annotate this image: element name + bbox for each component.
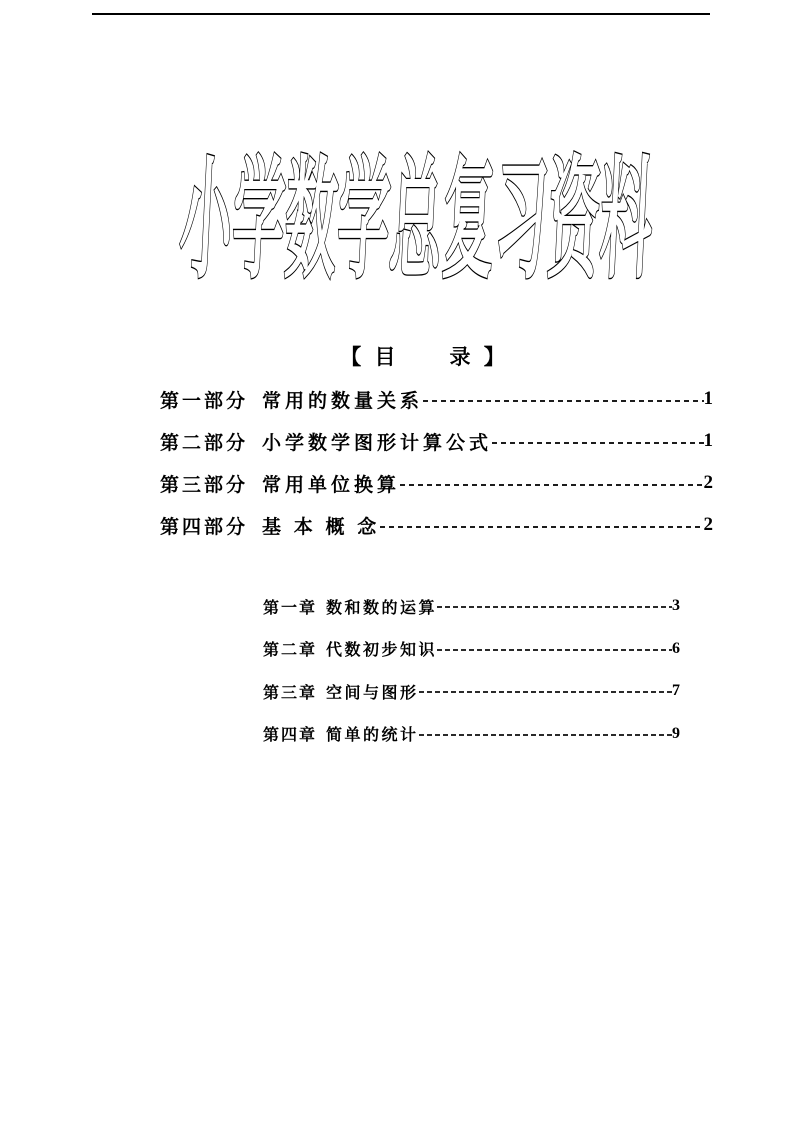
dash-leader	[437, 606, 672, 608]
page-number: 1	[703, 388, 713, 409]
title-block	[0, 146, 793, 298]
chapter-title: 空间与图形	[326, 684, 419, 702]
toc-part-row	[160, 420, 713, 462]
part-label: 第一部分	[160, 390, 249, 412]
dash-leader	[492, 442, 703, 444]
page-number: 3	[672, 597, 680, 615]
part-title: 常用的数量关系	[262, 390, 424, 412]
dash-leader	[419, 734, 672, 736]
part-label: 第二部分	[160, 432, 249, 454]
toc-chapter-row	[263, 585, 680, 628]
chapter-label: 第一章	[263, 599, 318, 617]
toc-heading: 【 目 录 】	[340, 345, 509, 369]
toc-parts-section	[160, 378, 713, 546]
dash-leader	[400, 484, 703, 486]
part-title: 常用单位换算	[262, 474, 401, 496]
chapter-title: 简单的统计	[326, 727, 419, 745]
page-number: 6	[672, 639, 680, 657]
part-title: 基 本 概 念	[262, 516, 381, 538]
page-number: 1	[703, 430, 713, 451]
chapter-title: 数和数的运算	[326, 599, 438, 617]
part-label: 第三部分	[160, 474, 249, 496]
chapter-label: 第二章	[263, 642, 318, 660]
dash-leader	[437, 649, 672, 651]
chapter-label: 第四章	[263, 727, 318, 745]
dash-leader	[380, 526, 703, 528]
part-label: 第四部分	[160, 516, 249, 538]
page-number: 7	[672, 682, 680, 700]
header-rule	[92, 13, 710, 15]
toc-chapter-row	[263, 713, 680, 756]
document-title-wordart: 小学数学总复习资料	[176, 148, 657, 295]
toc-chapter-row	[263, 670, 680, 713]
part-title: 小学数学图形计算公式	[262, 432, 493, 454]
dash-leader	[419, 691, 672, 693]
page-number: 2	[703, 472, 713, 493]
chapter-title: 代数初步知识	[326, 642, 438, 660]
page-number: 9	[672, 724, 680, 742]
dash-leader	[423, 400, 703, 402]
toc-chapter-row	[263, 628, 680, 671]
page-number: 2	[703, 514, 713, 535]
toc-part-row	[160, 462, 713, 504]
toc-chapters-section	[263, 585, 680, 755]
chapter-label: 第三章	[263, 684, 318, 702]
toc-part-row	[160, 378, 713, 420]
toc-part-row	[160, 504, 713, 546]
